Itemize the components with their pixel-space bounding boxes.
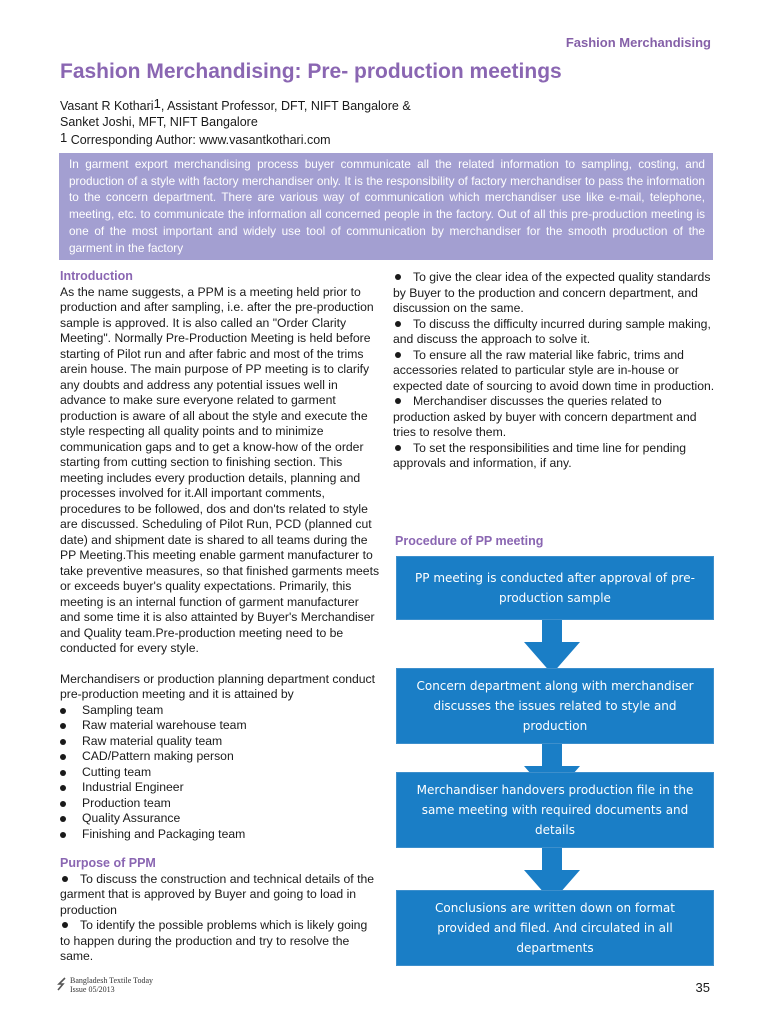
page-number: 35 xyxy=(695,980,710,995)
author-line-2: Sanket Joshi, MFT, NIFT Bangalore xyxy=(60,115,258,129)
list-item: Industrial Engineer xyxy=(60,780,380,796)
bullet-icon xyxy=(60,739,66,745)
flow-step-3: Merchandiser handovers production file in the same meeting with required documents and details xyxy=(396,772,714,848)
purpose-item: To identify the possible problems which is likely going to happen during the production and try to resolve the same. xyxy=(60,918,368,963)
purpose-item: To discuss the construction and technical details of the garment that is approved by Buyer and going to load in production xyxy=(60,871,375,917)
section-tag: Fashion Merchandising xyxy=(565,35,711,50)
procedure-heading: Procedure of PP meeting xyxy=(395,534,544,548)
attendee-list xyxy=(60,703,380,843)
bullet-icon xyxy=(60,723,66,729)
bullet-icon xyxy=(62,876,68,882)
author-line-1: Vasant R Kothari$^1$, Assistant Professor, DFT, NIFT Bangalore & xyxy=(60,96,411,113)
right-column xyxy=(393,270,715,472)
purpose-item: Merchandiser discusses the queries related to production asked by buyer with concern department and tries to resolve them. xyxy=(393,394,697,439)
bullet-icon xyxy=(60,754,66,760)
bullet-icon xyxy=(395,274,401,280)
bullet-icon xyxy=(60,801,66,807)
list-item: Raw material warehouse team xyxy=(60,718,380,734)
left-column xyxy=(60,269,380,965)
article-title: Fashion Merchandising: Pre- production meetings xyxy=(60,60,562,83)
bullet-icon xyxy=(60,832,66,838)
bullet-icon xyxy=(60,816,66,822)
introduction-heading: Introduction xyxy=(60,269,133,283)
list-item: CAD/Pattern making person xyxy=(60,749,380,765)
bullet-icon xyxy=(60,708,66,714)
introduction-paragraph: As the name suggests, a PPM is a meeting held prior to production and after sampling, i.e. after the pre-production sample is approved. It is also called an "Order Clarity Meeting". Normally Pre-Production Meeting is held before starting of Pilot run and after fabric and most of the trims arein house. The main purpose of PP meeting is to clarify any doubts and address any potential issues well in advance to make sure everyone related to garment production is aware of all about the style and execute the style respecting all quality points and to minimize communication gaps and to get a know-how of the order starting from cutting section to finishing section. This meeting includes every production details, planning and processes involved for it.All important comments, procedures to be followed, dos and don'ts related to style are discussed. Scheduling of Pilot Run, PCD (planned cut date) and shipment date is shared to all teams during the PP Meeting.This meeting enable garment manufacturer to take preventive measures, so that finished garments meets or exceeds buyer's quality expectations. Primarily, this meeting is an internal function of garment manufacturer and some time it is also attainted by Buyer's Merchandiser and Quality team.Pre-production meeting need to be conducted for every style. xyxy=(60,284,380,655)
purpose-item: To discuss the difficulty incurred during sample making, and discuss the approach to solve it. xyxy=(393,316,711,346)
purpose-heading: Purpose of PPM xyxy=(60,856,156,870)
abstract-box: In garment export merchandising process buyer communicate all the related information to sampling, costing, and production of a style with factory merchandiser only. It is the responsibility of factory merchandiser to pass the information to the concern department. There are various way of communication which merchandiser use like e-mail, telephone, meeting, etc. to communicate the information all concerned people in the factory. Out of all this pre-production meeting is one of the most important and widely use tool of communication by merchandiser for the smooth production of the garment in the factory xyxy=(59,153,713,260)
list-item: Raw material quality team xyxy=(60,734,380,750)
attendees-intro: Merchandisers or production planning department conduct pre-production meeting and it is attained by xyxy=(60,671,376,701)
bullet-icon xyxy=(395,445,401,451)
bullet-icon xyxy=(60,785,66,791)
list-item: Sampling team xyxy=(60,703,380,719)
list-item: Quality Assurance xyxy=(60,811,380,827)
author-line-3: $^1$ Corresponding Author: www.vasantkothari.com xyxy=(60,130,331,147)
author-block xyxy=(60,96,411,148)
flow-step-2: Concern department along with merchandiser discusses the issues related to style and production xyxy=(396,668,714,744)
flow-step-1: PP meeting is conducted after approval of pre-production sample xyxy=(396,556,714,620)
bullet-icon xyxy=(62,922,68,928)
bullet-icon xyxy=(60,770,66,776)
bullet-icon xyxy=(395,352,401,358)
bullet-icon xyxy=(395,321,401,327)
flow-step-4: Conclusions are written down on format provided and filed. And circulated in all departments xyxy=(396,890,714,966)
list-item: Finishing and Packaging team xyxy=(60,827,380,843)
bullet-icon xyxy=(395,398,401,404)
footer-brand: Bangladesh Textile Today Issue 05/2013 xyxy=(58,976,153,994)
purpose-item: To ensure all the raw material like fabric, trims and accessories related to particular style are in-house or expected date of sourcing to avoid down time in production. xyxy=(393,347,715,393)
purpose-item: To give the clear idea of the expected quality standards by Buyer to the production and concern department, and discussion on the same. xyxy=(393,270,711,315)
list-item: Production team xyxy=(60,796,380,812)
purpose-item: To set the responsibilities and time line for pending approvals and information, if any. xyxy=(393,440,687,470)
list-item: Cutting team xyxy=(60,765,380,781)
magazine-logo-icon xyxy=(57,977,67,991)
